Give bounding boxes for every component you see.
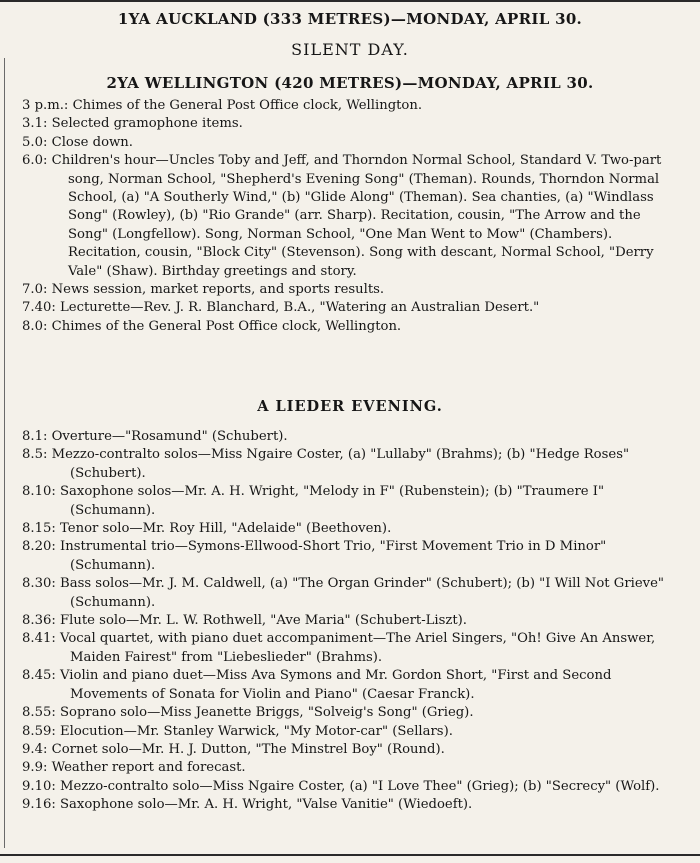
entry-text: News session, market reports, and sports results. — [51, 282, 385, 298]
program-entry — [22, 483, 682, 520]
program-entry — [22, 538, 682, 575]
entry-time: 9.9: — [22, 760, 48, 776]
program-entry — [22, 759, 682, 777]
program-entry — [22, 152, 682, 281]
entry-text: Lecturette—Rev. J. R. Blanchard, B.A., "Watering an Australian Desert." — [60, 300, 540, 316]
entry-time: 8.30: — [22, 576, 56, 592]
entry-time: 7.0: — [22, 282, 48, 298]
entry-time: 8.20: — [22, 539, 56, 555]
entry-time: 8.15: — [22, 521, 56, 537]
entry-time: 7.40: — [22, 300, 56, 316]
entry-time: 8.41: — [22, 631, 56, 647]
entry-text: Selected gramophone items. — [51, 116, 243, 132]
entry-text: Children's hour—Uncles Toby and Jeff, and Thorndon Normal School, Standard V. Two-part song, Norman School, "Shepherd's Evening Song" (Theman). Rounds, Thorndon Normal School, (a) "A Southerly Wind," (b) "Glide Along" (Theman). Sea chanties, (a) "Windlass Song" (Rowley), (b) "Rio Grande" (arr. Sharp). Recitation, cousin, "The Arrow and the Song" (Longfellow). Song, Norman School, "One Man Went to Mow" (Chambers). Recitation, cousin, "Block City" (Stevenson). Song with descant, Normal School, "Derry Vale" (Shaw). Birthday greetings and story. — [51, 153, 662, 279]
entry-text: Bass solos—Mr. J. M. Caldwell, (a) "The Organ Grinder" (Schubert); (b) "I Will Not Grieve" (Schumann). — [60, 576, 664, 610]
entry-text: Weather report and forecast. — [51, 760, 246, 776]
silent-day-notice: SILENT DAY. — [291, 40, 409, 59]
program-entry — [22, 630, 682, 667]
entry-time: 6.0: — [22, 153, 48, 169]
entry-text: Chimes of the General Post Office clock, Wellington. — [51, 318, 402, 334]
entry-text: Chimes of the General Post Office clock, Wellington. — [72, 98, 423, 113]
entry-text: Vocal quartet, with piano duet accompaniment—The Ariel Singers, "Oh! Give An Answer, Maiden Fairest" from "Liebeslieder" (Brahms). — [60, 631, 656, 665]
top-rule — [0, 0, 700, 2]
lieder-evening-program — [22, 428, 682, 815]
entry-time: 8.0: — [22, 318, 48, 334]
entry-text: Violin and piano duet—Miss Ava Symons and Mr. Gordon Short, "First and Second Movements of Sonata for Violin and Piano" (Caesar Franck). — [60, 668, 612, 702]
entry-time: 8.59: — [22, 723, 56, 739]
entry-time: 8.10: — [22, 484, 56, 500]
entry-text: Elocution—Mr. Stanley Warwick, "My Motor-car" (Sellars). — [60, 723, 453, 739]
program-entry — [22, 318, 682, 336]
entry-text: Cornet solo—Mr. H. J. Dutton, "The Minstrel Boy" (Round). — [51, 741, 445, 757]
program-entry — [22, 115, 682, 133]
left-rule — [4, 58, 5, 848]
entry-text: Mezzo-contralto solos—Miss Ngaire Coster, (a) "Lullaby" (Brahms); (b) "Hedge Roses" (Schubert). — [51, 447, 630, 481]
program-entry — [22, 704, 682, 722]
program-entry — [22, 446, 682, 483]
entry-time: 8.36: — [22, 613, 56, 629]
entry-text: Saxophone solos—Mr. A. H. Wright, "Melody in F" (Rubenstein); (b) "Traumere I" (Schumann). — [60, 484, 605, 518]
entry-text: Flute solo—Mr. L. W. Rothwell, "Ave Maria" (Schubert-Liszt). — [60, 613, 468, 629]
bottom-rule — [0, 854, 700, 856]
program-entry — [22, 428, 682, 446]
entry-time: 8.45: — [22, 668, 56, 684]
entry-time: 3.1: — [22, 116, 48, 132]
entry-time: 9.4: — [22, 741, 48, 757]
program-entry — [22, 723, 682, 741]
afternoon-program — [22, 97, 682, 336]
entry-text: Close down. — [51, 134, 133, 150]
program-entry — [22, 778, 682, 796]
program-entry — [22, 134, 682, 152]
program-entry — [22, 520, 682, 538]
program-entry — [22, 667, 682, 704]
entry-time: 8.5: — [22, 447, 48, 463]
program-entry — [22, 299, 682, 317]
entry-text: Soprano solo—Miss Jeanette Briggs, "Solveig's Song" (Grieg). — [60, 705, 474, 721]
entry-time: 3 p.m.: — [22, 98, 69, 113]
entry-text: Mezzo-contralto solo—Miss Ngaire Coster, (a) "I Love Thee" (Grieg); (b) "Secrecy" (Wolf). — [60, 778, 660, 794]
station-heading-wellington: 2YA WELLINGTON (420 METRES)—MONDAY, APRIL 30. — [106, 74, 594, 92]
entry-time: 9.16: — [22, 797, 56, 813]
section-title: A LIEDER EVENING. — [257, 398, 443, 415]
entry-text: Instrumental trio—Symons-Ellwood-Short Trio, "First Movement Trio in D Minor" (Schumann). — [60, 539, 607, 573]
program-entry — [22, 741, 682, 759]
entry-text: Overture—"Rosamund" (Schubert). — [51, 429, 288, 444]
entry-time: 9.10: — [22, 778, 56, 794]
program-entry — [22, 97, 682, 115]
entry-time: 8.55: — [22, 705, 56, 721]
program-entry — [22, 281, 682, 299]
entry-time: 5.0: — [22, 134, 48, 150]
program-entry — [22, 796, 682, 814]
entry-time: 8.1: — [22, 429, 48, 444]
entry-text: Saxophone solo—Mr. A. H. Wright, "Valse Vanitie" (Wiedoeft). — [60, 797, 473, 813]
station-heading-auckland: 1YA AUCKLAND (333 METRES)—MONDAY, APRIL 30. — [117, 10, 583, 28]
program-entry — [22, 575, 682, 612]
entry-text: Tenor solo—Mr. Roy Hill, "Adelaide" (Beethoven). — [60, 521, 392, 537]
program-entry — [22, 612, 682, 630]
